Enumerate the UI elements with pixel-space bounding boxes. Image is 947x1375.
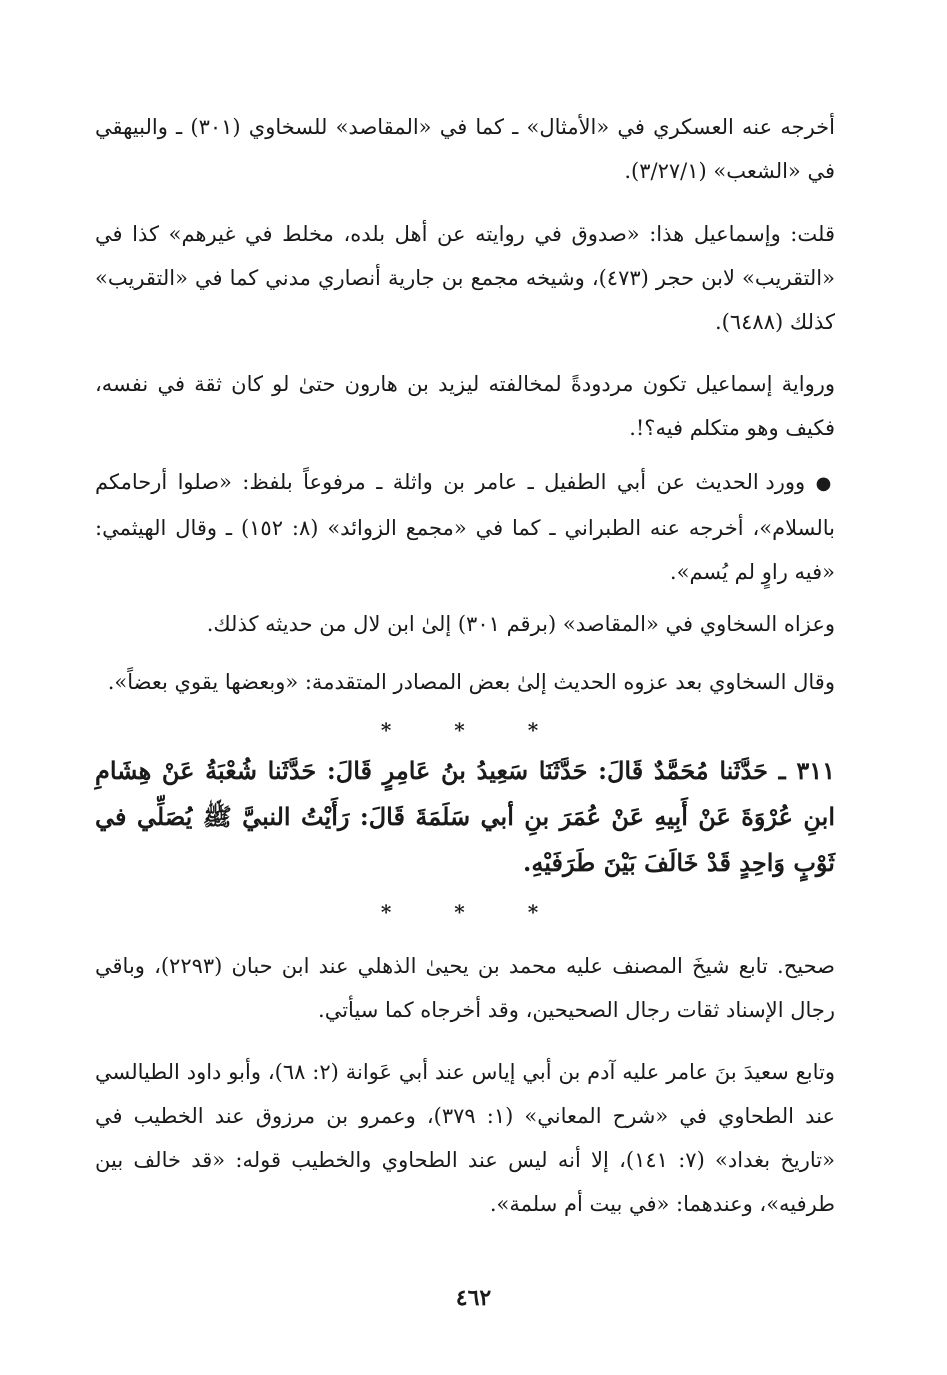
- paragraph-warada: [95, 460, 835, 594]
- paragraph-riwaya: [95, 362, 835, 450]
- page-number: ٤٦٢: [455, 1285, 492, 1311]
- section-divider-bottom: * * *: [380, 900, 567, 924]
- commentary-mutaba: [95, 1050, 835, 1226]
- paragraph-text: ورواية إسماعيل تكون مردودةً لمخالفته ليزيد بن هارون حتىٰ لو كان ثقة في نفسه، فكيف وهو متكلم فيه؟!.: [95, 372, 835, 440]
- hadith-text: ٣١١ ـ حَدَّثَنا مُحَمَّدٌ قَالَ: حَدَّثَنَا سَعِيدُ بنُ عَامِرٍ قَالَ: حَدَّثَنا شُعْبَةُ عَنْ هِشَامِ ابنِ عُرْوَةَ عَنْ أَبِيهِ عَنْ عُمَرَ بنِ أبي سَلَمَةَ قَالَ: رَأَيْتُ النبيَّ ﷺ يُصَلِّي في ثَوْبٍ وَاحِدٍ قَدْ خَالَفَ بَيْنَ طَرَفَيْهِ.: [95, 756, 835, 877]
- section-divider-top: * * *: [380, 718, 567, 742]
- paragraph-qultu: [95, 212, 835, 344]
- paragraph-takhrij: [95, 105, 835, 193]
- paragraph-text: صحيح. تابع شيخَ المصنف عليه محمد بن يحيىٰ الذهلي عند ابن حبان (٢٢٩٣)، وباقي رجال الإسناد ثقات رجال الصحيحين، وقد أخرجاه كما سيأتي.: [95, 954, 835, 1022]
- paragraph-text: وقال السخاوي بعد عزوه الحديث إلىٰ بعض المصادر المتقدمة: «وبعضها يقوي بعضاً».: [107, 670, 835, 694]
- hadith-311: [95, 748, 835, 886]
- paragraph-text: أخرجه عنه العسكري في «الأمثال» ـ كما في «المقاصد» للسخاوي (٣٠١) ـ والبيهقي في «الشعب» (٣/٢٧/١).: [95, 115, 835, 183]
- paragraph-text: قلت: وإسماعيل هذا: «صدوق في روايته عن أهل بلده، مخلط في غيرهم» كذا في «التقريب» لابن حجر (٤٧٣)، وشيخه مجمع بن جارية أنصاري مدني كما في «التقريب» كذلك (٦٤٨٨).: [95, 222, 835, 334]
- commentary-sahih: [95, 944, 835, 1032]
- paragraph-text: وعزاه السخاوي في «المقاصد» (برقم ٣٠١) إلىٰ ابن لال من حديثه كذلك.: [206, 612, 835, 636]
- paragraph-text: وتابع سعيدَ بنَ عامر عليه آدم بن أبي إياس عند أبي عَوانة (٢: ٦٨)، وأبو داود الطيالسي عند الطحاوي في «شرح المعاني» (١: ٣٧٩)، وعمرو بن مرزوق عند الخطيب في «تاريخ بغداد» (٧: ١٤١)، إلا أنه ليس عند الطحاوي والخطيب قوله: «قد خالف بين طرفيه»، وعندهما: «في بيت أم سلمة».: [95, 1060, 835, 1216]
- bullet-icon: ●: [815, 473, 835, 494]
- paragraph-azahu: [95, 602, 835, 646]
- paragraph-text: وورد الحديث عن أبي الطفيل ـ عامر بن واثلة ـ مرفوعاً بلفظ: «صلوا أرحامكم بالسلام»، أخرجه عنه الطبراني ـ كما في «مجمع الزوائد» (٨: ١٥٢) ـ وقال الهيثمي: «فيه راوٍ لم يُسم».: [95, 470, 835, 584]
- paragraph-qala-sakhawi: [95, 660, 835, 704]
